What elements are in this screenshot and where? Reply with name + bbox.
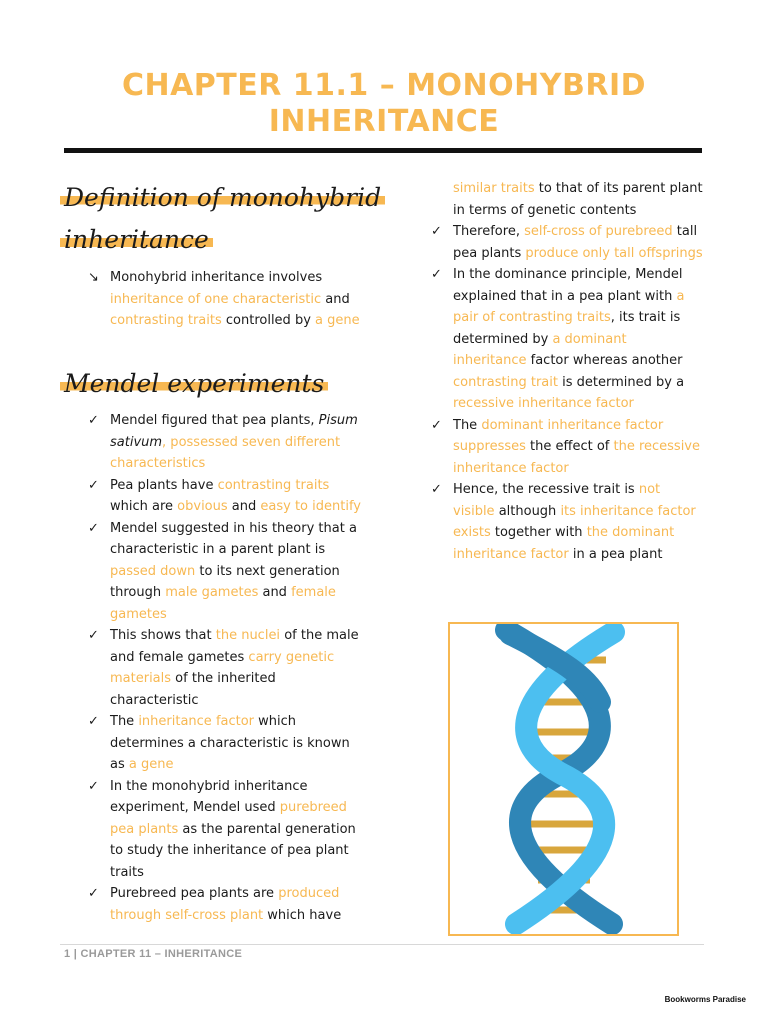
check-icon: ✓ (88, 714, 99, 729)
definition-paragraph (88, 267, 368, 332)
check-icon: ✓ (88, 413, 99, 428)
list-item: ✓ The inheritance factor which determines a characteristic is known as a gene (88, 711, 364, 776)
list-item: ✓ Mendel suggested in his theory that a characteristic in a parent plant is passed down to its next generation through male gametes and female gametes (88, 518, 364, 626)
title-line-1: CHAPTER 11.1 – MONOHYBRID (121, 68, 647, 103)
check-icon: ✓ (88, 520, 99, 536)
continuation-text: similar traits to that of its parent plant in terms of genetic contents (453, 181, 703, 218)
mendel-list (88, 410, 364, 926)
arrow-icon: ↘ (88, 270, 99, 285)
check-icon: ✓ (431, 267, 442, 282)
list-item: ↘ Monohybrid inheritance involves inheritance of one characteristic and contrasting traits controlled by a gene (88, 267, 368, 332)
heading-line-1: Definition of monohybrid (60, 183, 385, 212)
section-heading-definition (60, 178, 385, 260)
check-icon: ✓ (431, 224, 442, 239)
page-title (0, 68, 768, 140)
list-item: ✓ Pea plants have contrasting traits which are obvious and easy to identify (88, 475, 364, 518)
list-item: ✓ In the dominance principle, Mendel explained that in a pea plant with a pair of contrasting traits, its trait is determined by a dominant inheritance factor whereas another contrasting trait is determined by a recessive inheritance factor (431, 264, 703, 415)
title-divider (64, 148, 702, 153)
heading-line-2: inheritance (60, 225, 213, 254)
check-icon: ✓ (88, 628, 99, 643)
brand-label: Bookworms Paradise (664, 995, 746, 1004)
page-footer: 1 | CHAPTER 11 – INHERITANCE (64, 948, 243, 960)
list-item: ✓ Mendel figured that pea plants, Pisum sativum, possessed seven different characteristics (88, 410, 364, 475)
dna-helix-icon (450, 624, 677, 934)
check-icon: ✓ (88, 778, 99, 794)
title-line-2: INHERITANCE (268, 104, 500, 139)
footer-divider (60, 944, 704, 945)
list-item: ✓ Hence, the recessive trait is not visible although its inheritance factor exists together with the dominant inheritance factor in a pea plant (431, 479, 703, 565)
check-icon: ✓ (88, 886, 99, 901)
list-item: ✓ The dominant inheritance factor suppresses the effect of the recessive inheritance factor (431, 415, 703, 480)
check-icon: ✓ (88, 477, 99, 493)
list-item: ✓ This shows that the nuclei of the male and female gametes carry genetic materials of the inherited characteristic (88, 625, 364, 711)
right-column (431, 178, 703, 565)
list-item: ✓ Purebreed pea plants are produced through self-cross plant which have (88, 883, 364, 926)
check-icon: ✓ (431, 417, 442, 433)
check-icon: ✓ (431, 482, 442, 497)
section-heading-mendel: Mendel experiments (60, 364, 328, 404)
list-item: ✓ Therefore, self-cross of purebreed tall pea plants produce only tall offsprings (431, 221, 703, 264)
list-item: ✓ In the monohybrid inheritance experiment, Mendel used purebreed pea plants as the parental generation to study the inheritance of pea plant traits (88, 776, 364, 884)
dna-illustration-frame (448, 622, 679, 936)
